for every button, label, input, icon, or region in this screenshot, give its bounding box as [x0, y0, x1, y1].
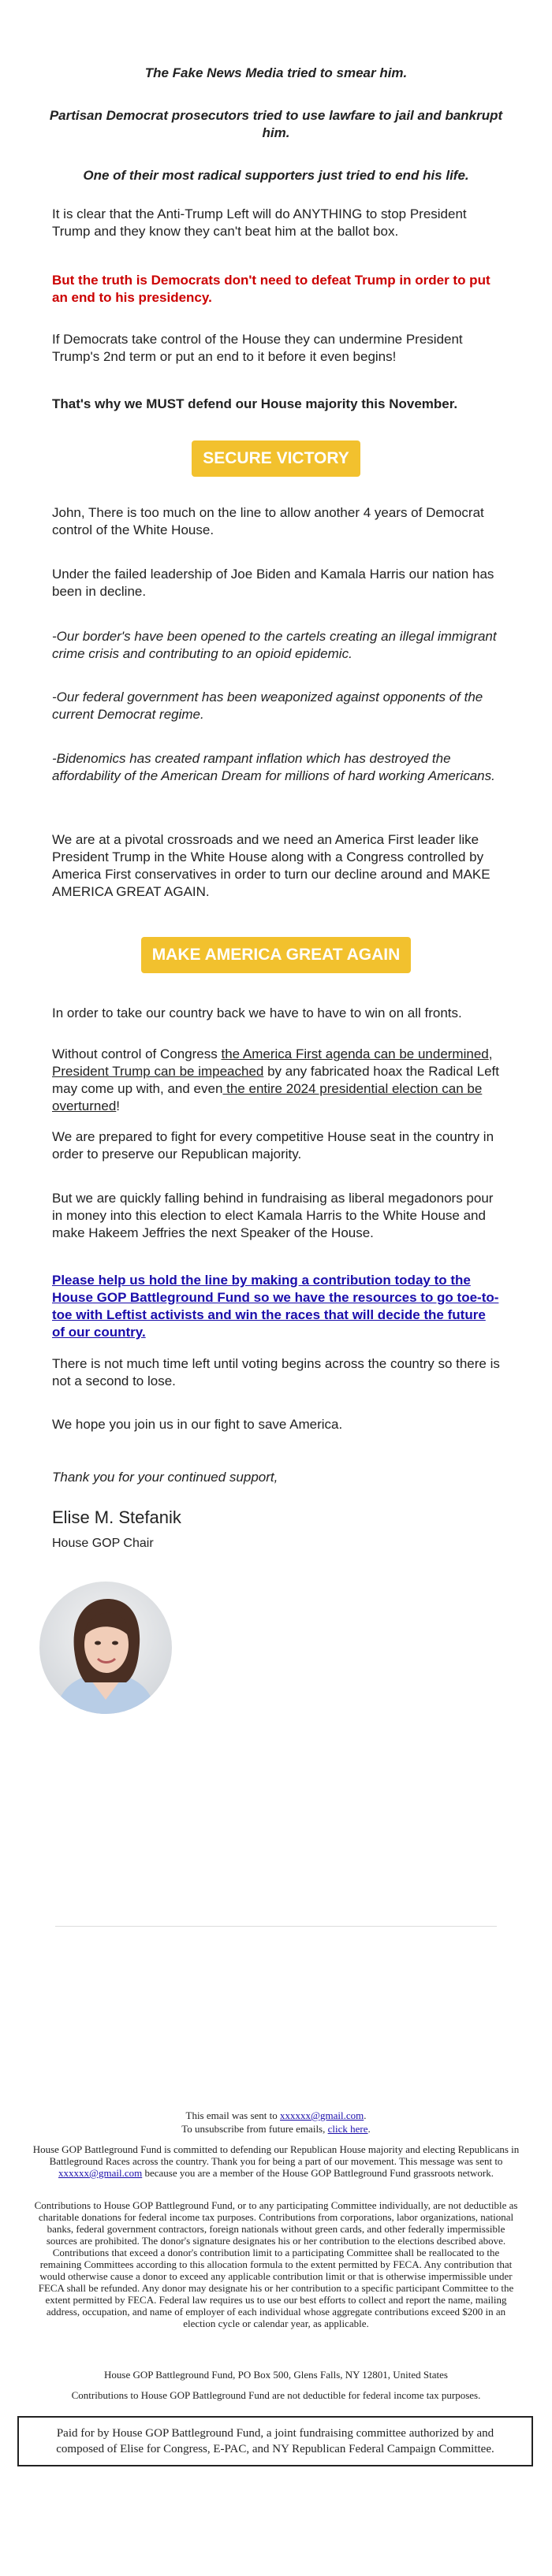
signer-name: Elise M. Stefanik [52, 1507, 181, 1527]
committed-email-link[interactable]: xxxxxx@gmail.com [58, 2167, 143, 2179]
bullet-government: -Our federal government has been weaponized against opponents of the current Democrat regime. [52, 690, 483, 722]
paragraph-house-control: If Democrats take control of the House they can undermine President Trump's 2nd term or put an end to it before it even begins! [52, 332, 463, 364]
paragraph-without-congress [52, 1046, 500, 1115]
portrait-image [39, 1582, 172, 1714]
paragraph-all-fronts: In order to take our country back we have to have to win on all fronts. [52, 1005, 462, 1020]
paid-for-box: Paid for by House GOP Battleground Fund, a joint fundraising committee authorized by and composed of Elise for Congress, E-PAC, and NY Republican Federal Campaign Committee. [17, 2416, 533, 2466]
bullet-border: -Our border's have been opened to the cartels creating an illegal immigrant crime crisis and contributing to an opioid epidemic. [52, 629, 497, 661]
footer-sent-to [32, 2109, 520, 2121]
bullet-bidenomics: -Bidenomics has created rampant inflation which has destroyed the affordability of the American Dream for millions of hard working Americans. [52, 751, 495, 783]
trump-impeached-text: President Trump can be impeached [52, 1064, 264, 1079]
paragraph-defend-majority: That's why we MUST defend our House majority this November. [52, 396, 458, 411]
footer-contributions-disclaimer: Contributions to House GOP Battleground Fund, or to any participating Committee individually, are not deductible as charitable donations for federal income tax purposes. Contributions from corporations, labor organizations, national banks, federal government contractors, foreign nationals without green cards, and other federally impermissible sources are prohibited. The donor's signature designates his or her contribution to the elections described above. Contributions that exceed a donor's contribution limit to a participating Committee shall be reallocated to the remaining Committees according to this allocation formula to the extent permitted by FECA. Any contribution that would otherwise cause a donor to exceed any applicable contribution limit or that is otherwise impermissible under FECA shall be refunded. Any donor may designate his or her contribution to a specific participant Committee to the extent permitted by FECA. Federal law requires us to use our best efforts to collect and report the name, mailing address, occupation, and name of employer of each individual whose aggregate contributions exceed $200 in an election cycle or calendar year, as applicable. [34, 2199, 518, 2329]
without-congress-text-d: ! [116, 1098, 121, 1113]
unsubscribe-link[interactable]: click here [327, 2123, 368, 2135]
sent-to-email-link[interactable]: xxxxxx@gmail.com [280, 2109, 364, 2121]
paragraph-every-seat: We are prepared to fight for every competitive House seat in the country in order to preserve our Republican majority. [52, 1129, 494, 1162]
footer-not-deductible: Contributions to House GOP Battleground Fund are not deductible for federal income tax purposes. [71, 2389, 481, 2401]
agenda-undermined-text: the America First agenda can be undermined [221, 1046, 489, 1061]
unsubscribe-text: To unsubscribe from future emails, [181, 2123, 328, 2135]
signer-title: House GOP Chair [52, 1537, 154, 1550]
paragraph-decline: Under the failed leadership of Joe Biden and Kamala Harris our nation has been in decline. [52, 567, 494, 599]
donate-link-paragraph [52, 1272, 500, 1341]
intro-line-3: One of their most radical supporters just tried to end his life. [83, 168, 469, 183]
divider [55, 1926, 497, 1927]
closing-line: Thank you for your continued support, [52, 1470, 278, 1485]
sent-to-period: . [364, 2109, 367, 2121]
secure-victory-button[interactable]: SECURE VICTORY [192, 440, 360, 477]
donate-link[interactable]: Please help us hold the line by making a contribution today to the House GOP Battleground Fund so we have the resources to go toe-to-toe with Leftist activists and win the races that will decide the future of our country. [52, 1273, 499, 1340]
intro-line-2: Partisan Democrat prosecutors tried to use lawfare to jail and bankrupt him. [49, 108, 503, 140]
intro-line-1: The Fake News Media tried to smear him. [144, 65, 408, 80]
signer-portrait [39, 1582, 172, 1714]
secure-victory-row [0, 440, 552, 477]
paragraph-too-much: John, There is too much on the line to allow another 4 years of Democrat control of the White House. [52, 505, 484, 537]
paragraph-join-us: We hope you join us in our fight to save America. [52, 1417, 343, 1432]
make-america-great-again-button[interactable]: MAKE AMERICA GREAT AGAIN [141, 937, 412, 973]
election-overturned-text: the entire 2024 presidential election can be overturned [52, 1081, 483, 1113]
footer-address: House GOP Battleground Fund, PO Box 500, Glens Falls, NY 12801, United States [104, 2369, 448, 2381]
paragraph-fundraising: But we are quickly falling behind in fundraising as liberal megadonors pour in money into this election to elect Kamala Harris to the White House and make Hakeem Jeffries the next Speaker of the House. [52, 1191, 494, 1240]
paragraph-no-time: There is not much time left until voting begins across the country so there is not a second to lose. [52, 1356, 500, 1388]
unsubscribe-period: . [367, 2123, 371, 2135]
paragraph-red-truth: But the truth is Democrats don't need to defeat Trump in order to put an end to his presidency. [52, 273, 490, 305]
paragraph-anything: It is clear that the Anti-Trump Left will do ANYTHING to stop President Trump and they know they can't beat him at the ballot box. [52, 206, 467, 239]
committed-text-a: House GOP Battleground Fund is committed to defending our Republican House majority and electing Republicans in Battleground Races across the country. Thank you for being a part of our movement. This message was sent to [32, 2143, 520, 2167]
maga-row [0, 937, 552, 973]
footer-unsubscribe [32, 2123, 520, 2135]
committed-text-b: because you are a member of the House GOP Battleground Fund grassroots network. [142, 2167, 494, 2179]
without-congress-text-a: Without control of Congress [52, 1046, 222, 1061]
without-congress-text-b: , [488, 1046, 493, 1061]
footer-committed [32, 2143, 520, 2179]
sent-to-text: This email was sent to [185, 2109, 281, 2121]
paragraph-crossroads: We are at a pivotal crossroads and we need an America First leader like President Trump in the White House along with a Congress controlled by America First conservatives in order to turn our decline around and MAKE AMERICA GREAT AGAIN. [52, 832, 490, 899]
without-congress-text-c: by any fabricated hoax the Radical Left may come up with, and even [52, 1064, 500, 1096]
